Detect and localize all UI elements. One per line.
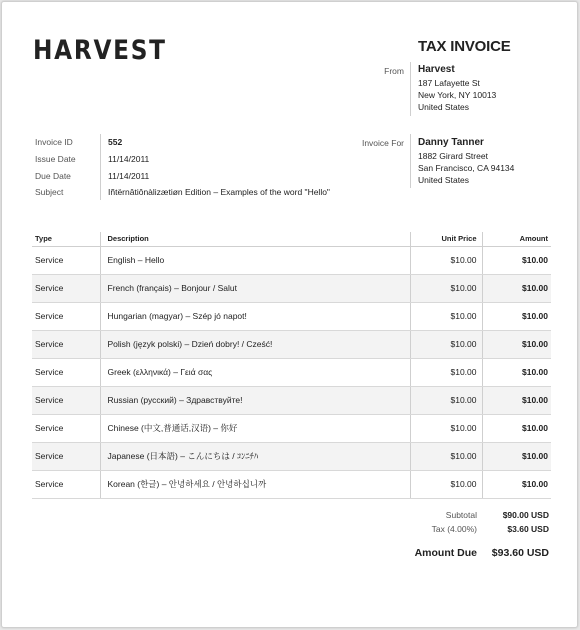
table-row: [32, 414, 551, 442]
cell-description: Greek (ελληνικά) – Γειά σας: [100, 358, 410, 386]
subtotal-label: Subtotal: [445, 510, 477, 520]
cell-unit-price: $10.00: [410, 442, 482, 470]
invoice-page: [1, 1, 578, 628]
from-line3: United States: [418, 102, 470, 112]
harvest-logo: HARVEST: [33, 35, 167, 66]
table-row: [32, 246, 551, 274]
cell-amount: $10.00: [482, 274, 551, 302]
line-items-table: [32, 232, 551, 499]
cell-unit-price: $10.00: [410, 246, 482, 274]
cell-type: Service: [32, 470, 100, 498]
cell-unit-price: $10.00: [410, 414, 482, 442]
meta-key: Due Date: [35, 171, 71, 181]
tax-value: $3.60 USD: [507, 524, 549, 534]
cell-description: Hungarian (magyar) – Szép jó napot!: [100, 302, 410, 330]
cell-description: Chinese (中文,普通话,汉语) – 你好: [100, 414, 410, 442]
cell-type: Service: [32, 246, 100, 274]
table-header-row: [32, 232, 551, 246]
column-header-description: Description: [100, 232, 410, 246]
cell-description: Japanese (日本語) – こんにちは / ｺﾝﾆﾁﾊ: [100, 442, 410, 470]
invoice-for-line1: 1882 Girard Street: [418, 151, 488, 161]
amount-due-value: $93.60 USD: [491, 547, 549, 559]
table-row: [32, 442, 551, 470]
table-row: [32, 330, 551, 358]
cell-amount: $10.00: [482, 330, 551, 358]
from-label: From: [384, 66, 404, 76]
from-line1: 187 Lafayette St: [418, 78, 480, 88]
cell-type: Service: [32, 386, 100, 414]
table-row: [32, 274, 551, 302]
table-row: [32, 358, 551, 386]
cell-amount: $10.00: [482, 470, 551, 498]
table-row: [32, 470, 551, 498]
invoice-for-label: Invoice For: [361, 138, 404, 148]
cell-amount: $10.00: [482, 414, 551, 442]
cell-amount: $10.00: [482, 358, 551, 386]
meta-value: 11/14/2011: [108, 154, 150, 164]
tax-label: Tax (4.00%): [431, 524, 477, 534]
invoice-for-line2: San Francisco, CA 94134: [418, 163, 515, 173]
cell-type: Service: [32, 302, 100, 330]
meta-value: Iñtërnâtiônàlizætiøn Edition – Examples of the word "Hello": [108, 187, 330, 197]
cell-amount: $10.00: [482, 302, 551, 330]
from-line2: New York, NY 10013: [418, 90, 497, 100]
cell-unit-price: $10.00: [410, 358, 482, 386]
cell-amount: $10.00: [482, 386, 551, 414]
meta-key: Issue Date: [35, 154, 76, 164]
from-divider: [410, 62, 411, 116]
cell-unit-price: $10.00: [410, 386, 482, 414]
invoice-for-address: [418, 136, 514, 186]
invoice-for-name: Danny Tanner: [418, 137, 484, 148]
meta-key: Invoice ID: [35, 137, 73, 147]
cell-type: Service: [32, 414, 100, 442]
subtotal-value: $90.00 USD: [502, 510, 549, 520]
cell-unit-price: $10.00: [410, 274, 482, 302]
cell-unit-price: $10.00: [410, 302, 482, 330]
cell-type: Service: [32, 442, 100, 470]
cell-description: French (français) – Bonjour / Salut: [100, 274, 410, 302]
amount-due-label: Amount Due: [414, 547, 477, 559]
cell-type: Service: [32, 358, 100, 386]
cell-amount: $10.00: [482, 442, 551, 470]
from-address: [418, 63, 496, 113]
cell-description: Russian (русский) – Здравствуйте!: [100, 386, 410, 414]
cell-amount: $10.00: [482, 246, 551, 274]
table-row: [32, 386, 551, 414]
cell-type: Service: [32, 330, 100, 358]
invoice-for-divider: [410, 134, 411, 188]
cell-unit-price: $10.00: [410, 470, 482, 498]
meta-key: Subject: [35, 187, 64, 197]
meta-value: 11/14/2011: [108, 171, 150, 181]
column-header-amount: Amount: [482, 232, 551, 246]
cell-description: Korean (한글) – 안녕하세요 / 안녕하십니까: [100, 470, 410, 498]
cell-type: Service: [32, 274, 100, 302]
document-title: TAX INVOICE: [418, 38, 511, 55]
column-header-type: Type: [32, 232, 100, 246]
column-header-unit-price: Unit Price: [410, 232, 482, 246]
cell-description: Polish (język polski) – Dzień dobry! / Cześć!: [100, 330, 410, 358]
invoice-for-line3: United States: [418, 175, 470, 185]
meta-value: 552: [108, 137, 123, 147]
cell-unit-price: $10.00: [410, 330, 482, 358]
meta-divider: [100, 134, 101, 200]
table-row: [32, 302, 551, 330]
from-name: Harvest: [418, 64, 455, 75]
cell-description: English – Hello: [100, 246, 410, 274]
